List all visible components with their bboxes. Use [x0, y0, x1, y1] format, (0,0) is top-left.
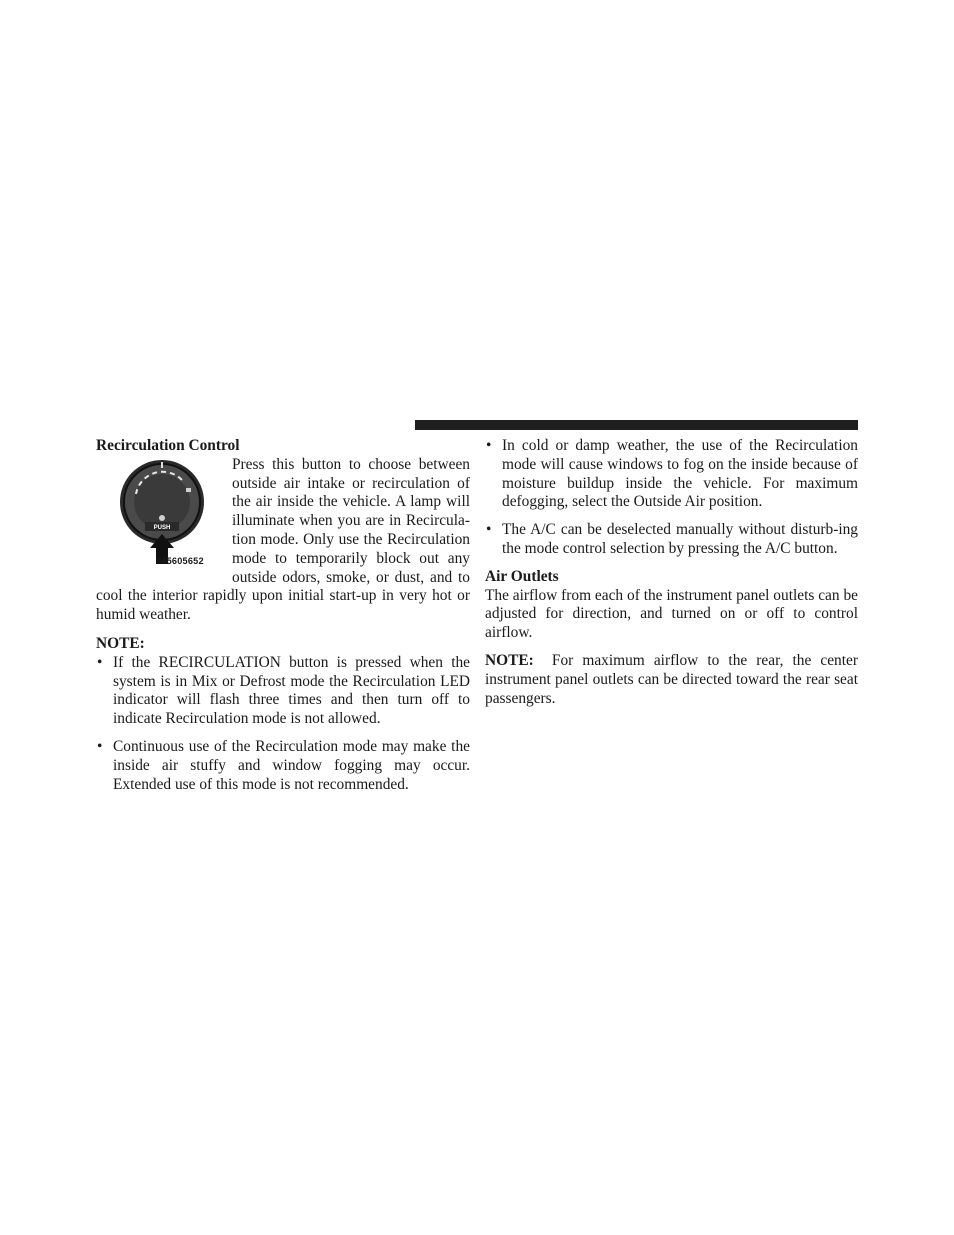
bullet-icon: •	[486, 437, 492, 454]
recirculation-knob-icon	[110, 458, 226, 570]
air-outlets-heading: Air Outlets	[485, 567, 559, 585]
left-column	[96, 437, 470, 803]
right-column	[485, 437, 858, 708]
air-outlets-note	[485, 652, 858, 708]
list-item: • Continuous use of the Recirculation mode may make the inside air stuffy and window fogging may occur. Extended use of this mode is not recommended.	[97, 737, 470, 793]
section-header-bar	[415, 420, 858, 430]
air-outlets-paragraph: The airflow from each of the instrument panel outlets can be adjusted for direction, and turned on or off to control airflow.	[485, 586, 858, 642]
note-label: NOTE:	[96, 634, 145, 652]
bullet-icon: •	[486, 521, 492, 539]
bullet-icon: •	[97, 737, 103, 755]
list-item: • The A/C can be deselected manually without disturb-ing the mode control selection by pressing the A/C button.	[486, 521, 858, 557]
figure-code: 045605652	[156, 555, 204, 566]
bullet-icon: •	[97, 653, 103, 671]
svg-text:PUSH: PUSH	[153, 524, 171, 531]
list-item: • If the RECIRCULATION button is pressed when the system is in Mix or Defrost mode the Recirculation LED indicator will flash three times and then turn off to indicate Recirculation mode is not allowed.	[97, 653, 470, 728]
recirculation-button-figure	[110, 458, 226, 570]
right-note-bullets	[485, 437, 858, 559]
list-item: • In cold or damp weather, the use of the Recirculation mode will cause windows to fog on the inside because of moisture buildup inside the vehicle. For maximum defogging, select the Outside Air position.	[486, 437, 858, 511]
note-label: NOTE:	[485, 651, 534, 669]
note-text: For maximum airflow to the rear, the center instrument panel outlets can be directed toward the rear seat passengers.	[485, 651, 858, 707]
recirculation-control-heading: Recirculation Control	[96, 437, 240, 454]
left-note-bullets	[96, 654, 470, 795]
recirculation-intro-paragraph: Press this button to choose between outside air intake or recirculation of the air inside the vehicle. A lamp will illuminate when you are in Recircula-tion mode. Only use the Recirculation mode to temporarily block out any outside odors, smoke, or dust, and to cool the interior rapidly upon initial start-up in very hot or humid weather.	[96, 455, 470, 624]
